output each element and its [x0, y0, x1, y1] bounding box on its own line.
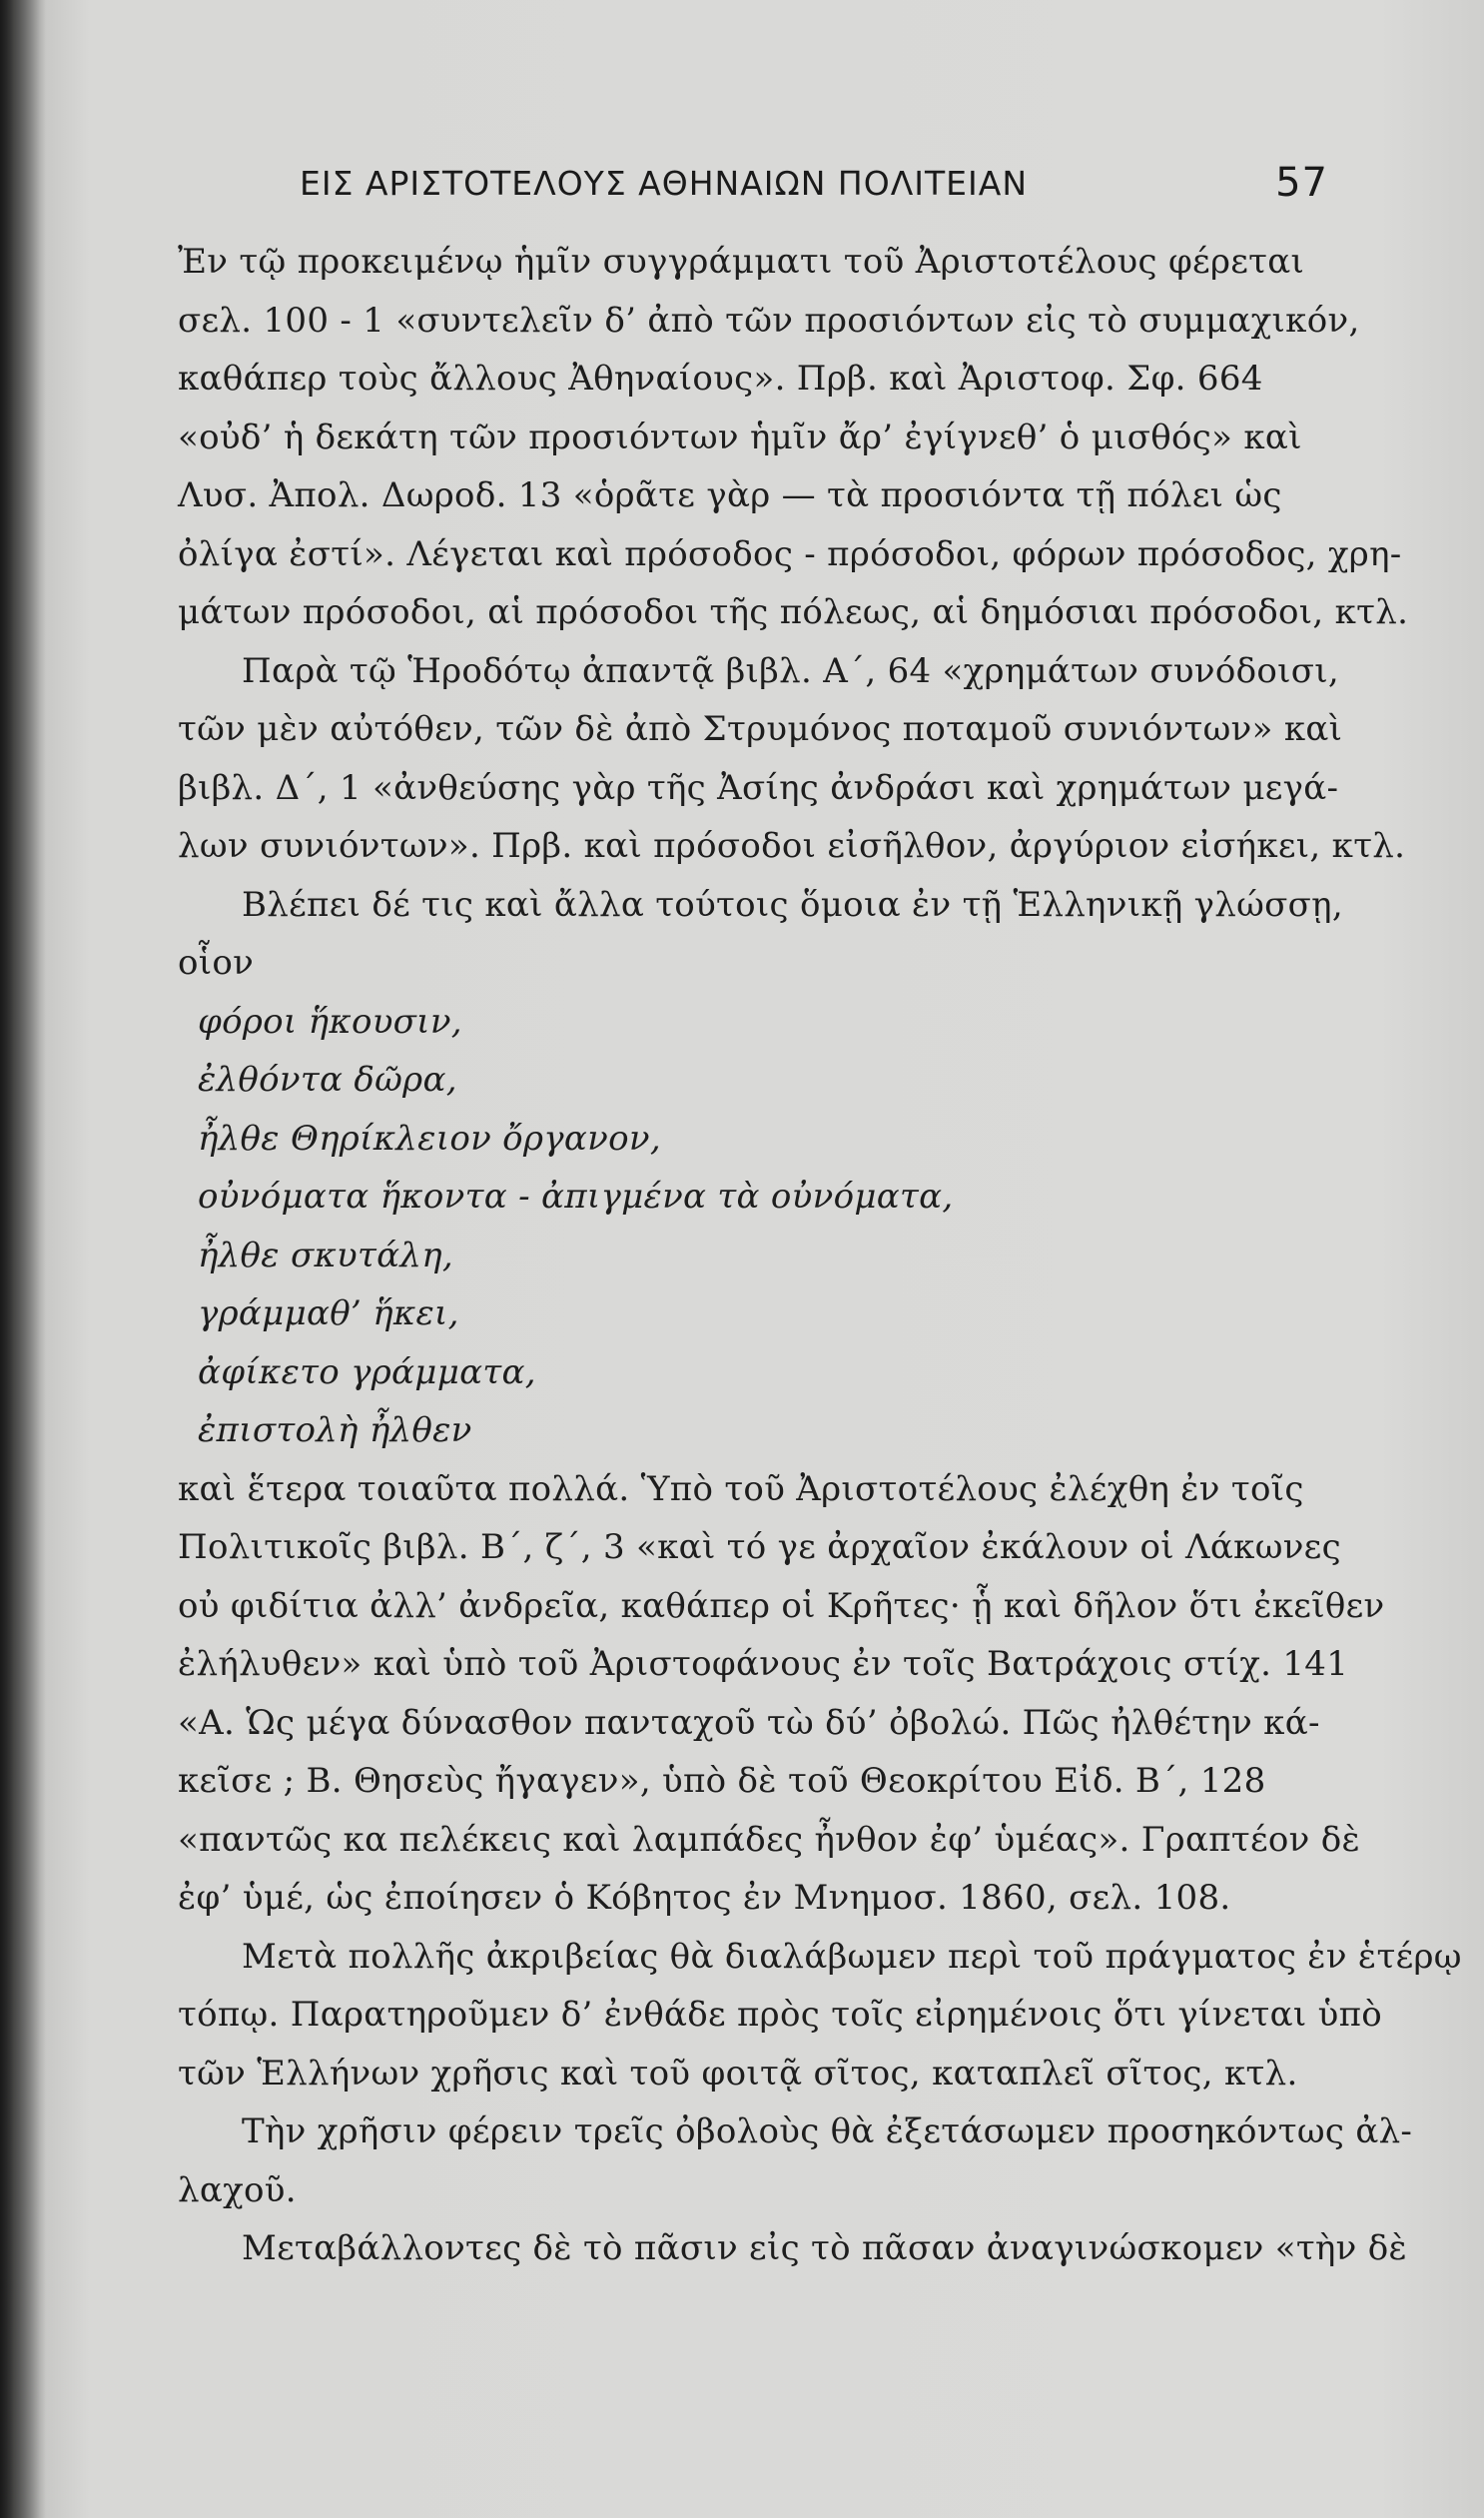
text-line: σελ. 100 - 1 «συντελεῖν δ’ ἀπὸ τῶν προσιόντων εἰς τὸ συμμαχικόν,	[178, 300, 1360, 341]
quoted-phrase: ἐπιστολὴ ἦλθεν	[198, 1410, 472, 1450]
page-number: 57	[1275, 160, 1328, 206]
running-title: ΕΙΣ ΑΡΙΣΤΟΤΕΛΟΥΣ ΑΘΗΝΑΙΩΝ ΠΟΛΙΤΕΙΑΝ	[300, 164, 1029, 203]
quoted-phrase: οὐνόματα ἥκοντα - ἀπιγμένα τὰ οὐνόματα,	[198, 1177, 954, 1217]
text-line: «παντῶς κα πελέκεις καὶ λαμπάδες ἦνθον ἐφ’ ὑμέας». Γραπτέον δὲ	[178, 1819, 1361, 1860]
text-line: ὀλίγα ἐστί». Λέγεται καὶ πρόσοδος - πρόσοδοι, φόρων πρόσοδος, χρη-	[178, 533, 1402, 574]
body-text	[178, 233, 1462, 2278]
text-line: λαχοῦ.	[178, 2169, 297, 2210]
text-line: κεῖσε ; Β. Θησεὺς ἤγαγεν», ὑπὸ δὲ τοῦ Θεοκρίτου Εἰδ. Β΄, 128	[178, 1761, 1266, 1801]
text-line: οἷον	[178, 943, 255, 983]
running-header	[300, 148, 1328, 218]
text-line: τῶν μὲν αὐτόθεν, τῶν δὲ ἀπὸ Στρυμόνος ποταμοῦ συνιόντων» καὶ	[178, 709, 1343, 749]
text-line: μάτων πρόσοδοι, αἱ πρόσοδοι τῆς πόλεως, αἱ δημόσιαι πρόσοδοι, κτλ.	[178, 592, 1409, 632]
text-line: Βλέπει δέ τις καὶ ἄλλα τούτοις ὅμοια ἐν τῇ Ἑλληνικῇ γλώσσῃ,	[242, 884, 1343, 925]
text-line: καὶ ἕτερα τοιαῦτα πολλά. Ὑπὸ τοῦ Ἀριστοτέλους ἐλέχθη ἐν τοῖς	[178, 1468, 1304, 1509]
text-line: καθάπερ τοὺς ἄλλους Ἀθηναίους». Πρβ. καὶ Ἀριστοφ. Σφ. 664	[178, 359, 1263, 399]
quoted-phrase: ἦλθε Θηρίκλειον ὄργανον,	[198, 1118, 661, 1159]
text-line: Μετὰ πολλῆς ἀκριβείας θὰ διαλάβωμεν περὶ τοῦ πράγματος ἐν ἑτέρῳ	[242, 1936, 1462, 1977]
quoted-phrase: ἀφίκετο γράμματα,	[198, 1351, 536, 1392]
text-line: τόπῳ. Παρατηροῦμεν δ’ ἐνθάδε πρὸς τοῖς εἰρημένοις ὅτι γίνεται ὑπὸ	[178, 1995, 1383, 2035]
quoted-phrase: ἦλθε σκυτάλη,	[198, 1235, 454, 1275]
text-line: ἐλήλυθεν» καὶ ὑπὸ τοῦ Ἀριστοφάνους ἐν τοῖς Βατράχοις στίχ. 141	[178, 1644, 1349, 1684]
text-line: Μεταβάλλοντες δὲ τὸ πᾶσιν εἰς τὸ πᾶσαν ἀναγινώσκομεν «τὴν δὲ	[242, 2228, 1408, 2268]
binding-shadow	[0, 0, 46, 2518]
text-line: λων συνιόντων». Πρβ. καὶ πρόσοδοι εἰσῆλθον, ἀργύριον εἰσήκει, κτλ.	[178, 826, 1406, 866]
quoted-phrase: φόροι ἥκουσιν,	[198, 1001, 462, 1042]
text-line: τῶν Ἑλλήνων χρῆσις καὶ τοῦ φοιτᾷ σῖτος, καταπλεῖ σῖτος, κτλ.	[178, 2053, 1298, 2094]
text-line: Ἐν τῷ προκειμένῳ ἡμῖν συγγράμματι τοῦ Ἀριστοτέλους φέρεται	[178, 242, 1305, 282]
text-line: ἐφ’ ὑμέ, ὡς ἐποίησεν ὁ Κόβητος ἐν Μνημοσ. 1860, σελ. 108.	[178, 1878, 1231, 1918]
text-line: Τὴν χρῆσιν φέρειν τρεῖς ὀβολοὺς θὰ ἐξετάσωμεν προσηκόντως ἀλ-	[242, 2111, 1413, 2151]
text-line: Λυσ. Ἀπολ. Δωροδ. 13 «ὁρᾶτε γὰρ — τὰ προσιόντα τῇ πόλει ὡς	[178, 475, 1282, 515]
text-line: βιβλ. Δ΄, 1 «ἀνθεύσης γὰρ τῆς Ἀσίης ἀνδράσι καὶ χρημάτων μεγά-	[178, 767, 1339, 808]
text-line: οὐ φιδίτια ἀλλ’ ἀνδρεῖα, καθάπερ οἱ Κρῆτες· ᾗ καὶ δῆλον ὅτι ἐκεῖθεν	[178, 1585, 1385, 1626]
text-line: Πολιτικοῖς βιβλ. Β΄, ζ΄, 3 «καὶ τό γε ἀρχαῖον ἐκάλουν οἱ Λάκωνες	[178, 1527, 1341, 1567]
text-line: «οὐδ’ ἡ δεκάτη τῶν προσιόντων ἡμῖν ἄρ’ ἐγίγνεθ’ ὁ μισθός» καὶ	[178, 417, 1302, 457]
quoted-phrase: γράμμαθ’ ἥκει,	[198, 1293, 459, 1333]
text-line: Παρὰ τῷ Ἡροδότῳ ἀπαντᾷ βιβλ. Α΄, 64 «χρημάτων συνόδοισι,	[242, 650, 1340, 691]
quoted-phrase: ἐλθόντα δῶρα,	[198, 1060, 457, 1100]
text-line: «Α. Ὡς μέγα δύνασθον πανταχοῦ τὼ δύ’ ὀβολώ. Πῶς ἠλθέτην κά-	[178, 1702, 1320, 1743]
